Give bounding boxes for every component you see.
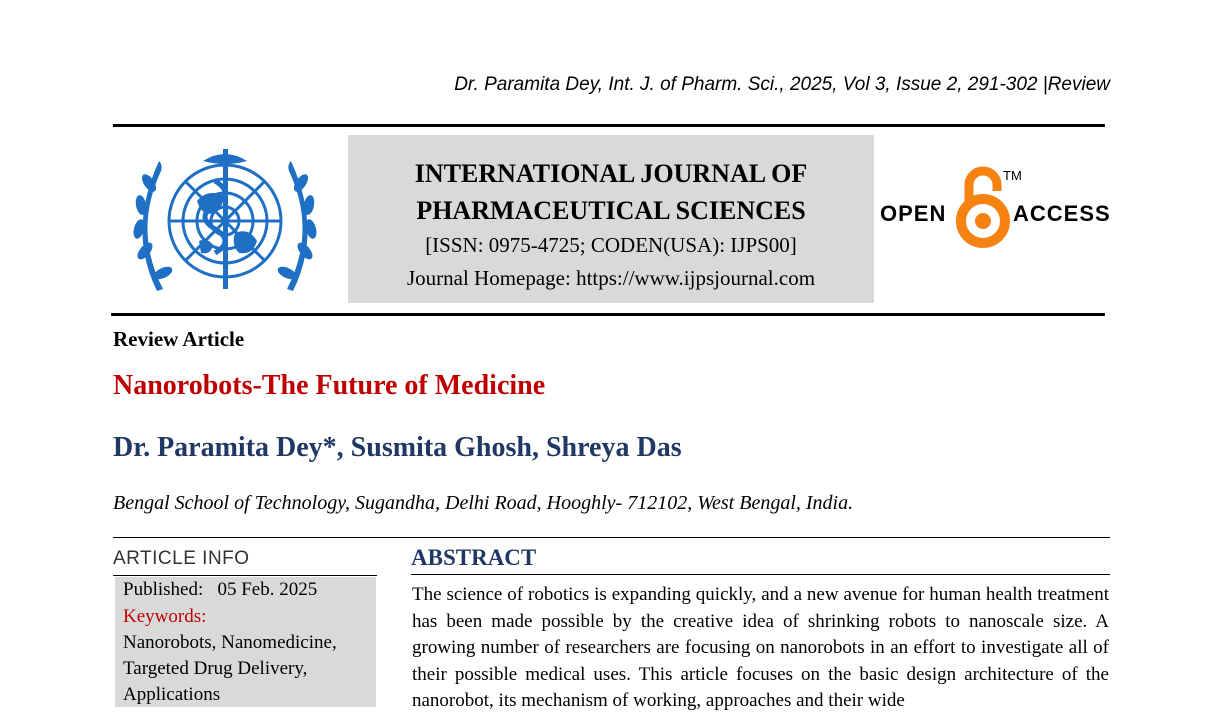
header-rule-bottom	[111, 313, 1105, 316]
article-authors: Dr. Paramita Dey*, Susmita Ghosh, Shreya Das	[113, 432, 682, 463]
open-access-trademark: TM	[1003, 168, 1022, 183]
open-access-access-text: ACCESS	[1013, 201, 1111, 226]
header-rule-top	[113, 124, 1105, 127]
article-title: Nanorobots-The Future of Medicine	[113, 370, 546, 401]
keywords-label: Keywords:	[123, 606, 207, 627]
caduceus-globe-emblem-icon	[127, 141, 323, 304]
abstract-rule	[411, 574, 1110, 575]
published-date: 05 Feb. 2025	[217, 579, 318, 600]
keyword-line-2: Targeted Drug Delivery,	[123, 658, 308, 679]
published-line	[123, 579, 317, 601]
article-affiliation: Bengal School of Technology, Sugandha, Delhi Road, Hooghly- 712102, West Bengal, India.	[113, 492, 854, 514]
open-access-open-text: OPEN	[880, 201, 947, 226]
published-label: Published:	[123, 579, 204, 600]
keyword-line-1: Nanorobots, Nanomedicine,	[123, 632, 337, 653]
journal-homepage[interactable]: Journal Homepage: https://www.ijpsjournal.com	[406, 266, 816, 290]
keyword-line-3: Applications	[123, 684, 221, 705]
abstract-heading: ABSTRACT	[411, 545, 537, 570]
article-info-rule	[113, 575, 377, 576]
section-divider	[113, 537, 1110, 538]
article-info-heading: ARTICLE INFO	[113, 548, 250, 569]
open-access-logo	[880, 165, 1110, 255]
journal-banner	[348, 135, 874, 303]
abstract-text: The science of robotics is expanding quickly, and a new avenue for human health treatment has been made possible by the creative idea of shrinking robots to nanoscale size. A growing number of researchers are focusing on nanorobots in an effort to investigate all of their possible medical uses. This article focuses on the basic design architecture of the nanorobot, its mechanism of working, approaches and their wide	[412, 584, 1109, 712]
article-type: Review Article	[113, 327, 245, 351]
journal-name-line1: INTERNATIONAL JOURNAL OF	[414, 159, 808, 188]
journal-name-line2: PHARMACEUTICAL SCIENCES	[416, 196, 806, 225]
running-head: Dr. Paramita Dey, Int. J. of Pharm. Sci., 2025, Vol 3, Issue 2, 291-302 |Review	[454, 74, 1110, 95]
journal-issn: [ISSN: 0975-4725; CODEN(USA): IJPS00]	[425, 233, 797, 257]
article-info-box	[115, 577, 376, 707]
